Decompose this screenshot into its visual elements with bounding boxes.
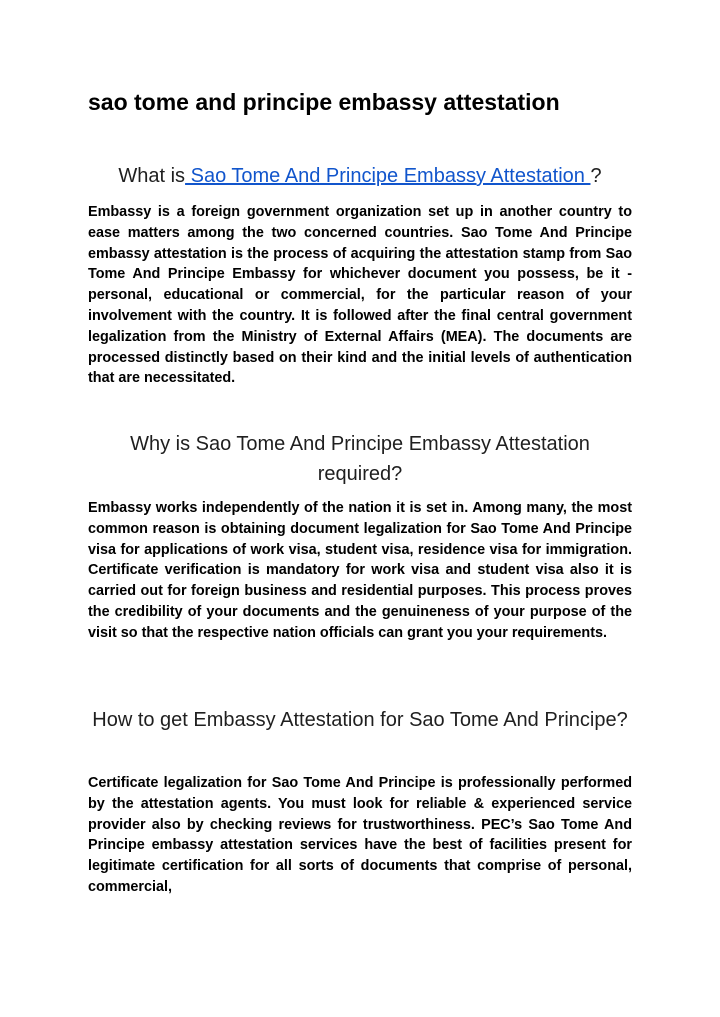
- section-heading-what-is: [88, 161, 632, 191]
- section-body-what-is: Embassy is a foreign government organization set up in another country to ease matters among the two concerned countries. Sao Tome And Principe embassy attestation is the process of acquiring the attestation stamp from Sao Tome And Principe Embassy for whichever document you possess, be it - personal, educational or commercial, for the particular reason of your involvement with the country. It is followed after the final central government legalization from the Ministry of External Affairs (MEA). The documents are processed distinctly based on their kind and the initial levels of authentication that are necessitated.: [88, 204, 632, 387]
- document-title: sao tome and principe embassy attestation: [88, 89, 560, 115]
- section-heading-why-required: Why is Sao Tome And Principe Embassy Attestation required?: [130, 433, 590, 485]
- heading-suffix: ?: [590, 165, 602, 187]
- section-body-how-to-get: Certificate legalization for Sao Tome And Principe is professionally performed by the attestation agents. You must look for reliable & experienced service provider also by checking reviews for trustworthiness. PEC’s Sao Tome And Principe embassy attestation services have the best of facilities present for legitimate certification for all sorts of documents that comprise of personal, commercial,: [88, 775, 632, 895]
- section-heading-how-to-get: How to get Embassy Attestation for Sao Tome And Principe?: [92, 709, 628, 731]
- section-body-why-required: Embassy works independently of the nation it is set in. Among many, the most common reason is obtaining document legalization for Sao Tome And Principe visa for applications of work visa, student visa, residence visa for immigration. Certificate verification is mandatory for work visa and student visa also it is carried out for foreign business and residential purposes. This process proves the credibility of your documents and the genuineness of your purpose of the visit so that the respective nation officials can grant you your requirements.: [88, 500, 632, 641]
- embassy-attestation-link[interactable]: Sao Tome And Principe Embassy Attestation: [185, 165, 591, 187]
- heading-prefix: What is: [118, 165, 186, 187]
